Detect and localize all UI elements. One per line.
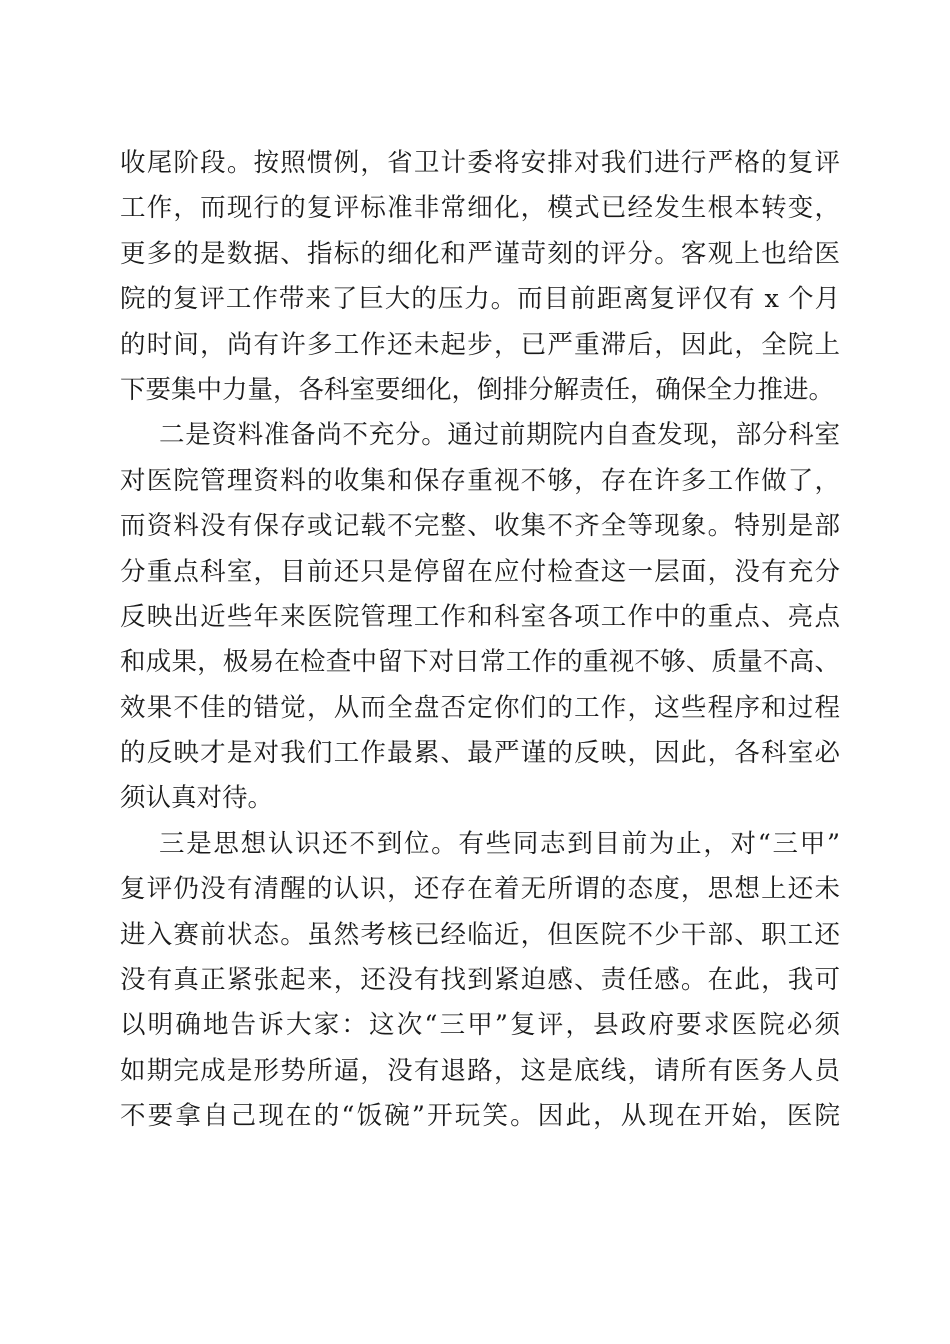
text-line: 如期完成是形势所逼，没有退路，这是底线，请所有医务人员 — [120, 1055, 840, 1086]
text-line: 分重点科室，目前还只是停留在应付检查这一层面，没有充分 — [120, 556, 840, 587]
text-line: 以明确地告诉大家：这次“三甲”复评，县政府要求医院必须 — [120, 1010, 840, 1041]
text-line: 更多的是数据、指标的细化和严谨苛刻的评分。客观上也给医 — [120, 238, 840, 269]
text-line: 的反映才是对我们工作最累、最严谨的反映，因此，各科室必 — [120, 738, 840, 769]
text-line: 二是资料准备尚不充分。通过前期院内自查发现，部分科室 — [159, 420, 840, 451]
text-line: 效果不佳的错觉，从而全盘否定你们的工作，这些程序和过程 — [120, 692, 840, 723]
text-line: 工作，而现行的复评标准非常细化，模式已经发生根本转变， — [120, 193, 840, 224]
text-line: 的时间，尚有许多工作还未起步，已严重滞后，因此，全院上 — [120, 329, 840, 360]
text-line: 下要集中力量，各科室要细化，倒排分解责任，确保全力推进。 — [120, 374, 835, 405]
text-line: 而资料没有保存或记载不完整、收集不齐全等现象。特别是部 — [120, 511, 840, 542]
document-body — [120, 141, 840, 1140]
text-line: 反映出近些年来医院管理工作和科室各项工作中的重点、亮点 — [120, 601, 840, 632]
text-line: 进入赛前状态。虽然考核已经临近，但医院不少干部、职工还 — [120, 919, 840, 950]
text-line: 院的复评工作带来了巨大的压力。而目前距离复评仅有 x 个月 — [120, 284, 840, 315]
text-line: 和成果，极易在检查中留下对日常工作的重视不够、质量不高、 — [120, 647, 840, 678]
text-line: 收尾阶段。按照惯例，省卫计委将安排对我们进行严格的复评 — [120, 148, 840, 178]
text-line: 没有真正紧张起来，还没有找到紧迫感、责任感。在此，我可 — [120, 965, 840, 996]
text-line: 对医院管理资料的收集和保存重视不够，存在许多工作做了， — [120, 465, 840, 496]
text-line: 须认真对待。 — [120, 783, 274, 814]
text-line: 复评仍没有清醒的认识，还存在着无所谓的态度，思想上还未 — [120, 874, 840, 905]
text-line: 三是思想认识还不到位。有些同志到目前为止，对“三甲” — [159, 828, 840, 859]
text-line: 不要拿自己现在的“饭碗”开玩笑。因此，从现在开始，医院 — [120, 1101, 840, 1132]
